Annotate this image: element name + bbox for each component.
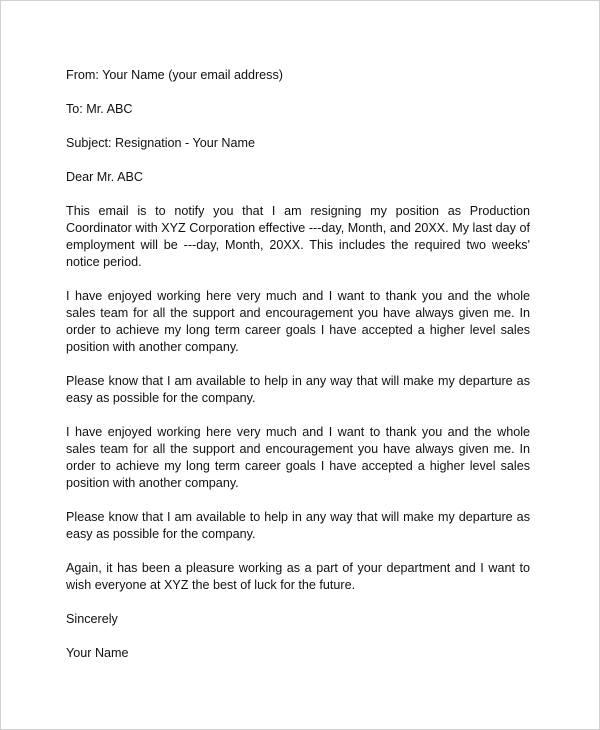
paragraph-thanks-repeat: I have enjoyed working here very much and I want to thank you and the whole sales team for all the support and encouragement you have always given me. In order to achieve my long term career goals I have accepted a higher level sales position with another company. [66,425,530,490]
paragraph-availability: Please know that I am available to help in any way that will make my departure as easy as possible for the company. [66,374,530,405]
paragraph-availability-repeat: Please know that I am available to help in any way that will make my departure as easy as possible for the company. [66,510,530,541]
salutation: Dear Mr. ABC [66,170,143,184]
signature: Your Name [66,646,129,660]
to-line: To: Mr. ABC [66,102,133,116]
subject-line: Subject: Resignation - Your Name [66,136,256,150]
resignation-letter [66,67,530,679]
paragraph-thanks: I have enjoyed working here very much and I want to thank you and the whole sales team for all the support and encouragement you have always given me. In order to achieve my long term career goals I have accepted a higher level sales position with another company. [66,289,530,354]
closing: Sincerely [66,612,118,626]
from-line: From: Your Name (your email address) [66,68,283,82]
paragraph-farewell: Again, it has been a pleasure working as a part of your department and I want to wish everyone at XYZ the best of luck for the future. [66,561,530,592]
paragraph-notice: This email is to notify you that I am resigning my position as Production Coordinator with XYZ Corporation effective ---day, Month, and 20XX. My last day of employment will be ---day, Month, 20XX. This includes the required two weeks' notice period. [66,204,530,269]
